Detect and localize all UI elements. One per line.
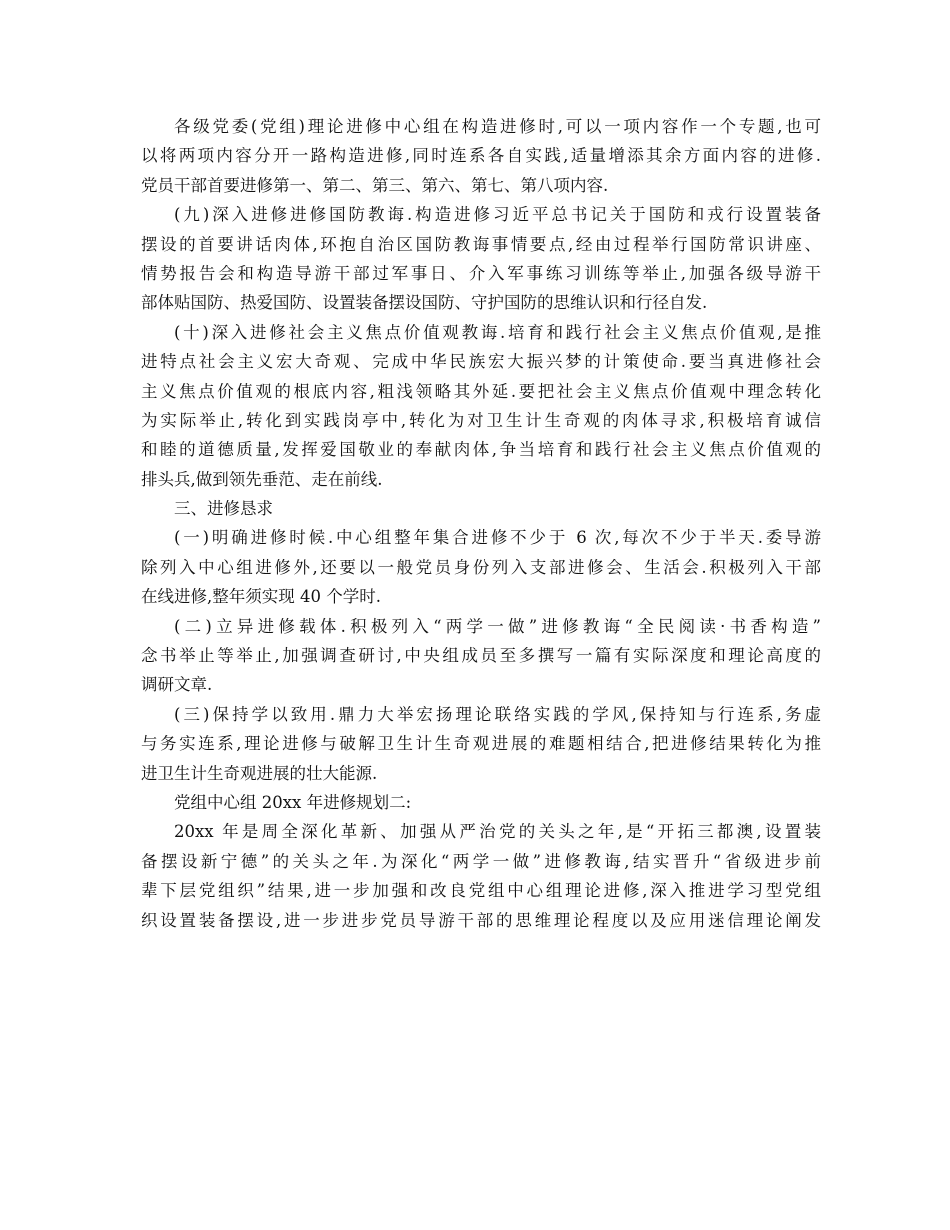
text-line: 为实际举止,转化到实践岗亭中,转化为对卫生计生奇观的肉体寻求,积极培育诚信 <box>141 410 821 430</box>
text-line: 调研文章. <box>141 675 213 695</box>
text-line: (二)立异进修载体.积极列入“两学一做”进修教诲“全民阅读·书香构造” <box>174 616 821 636</box>
text-line: 织设置装备摆设,进一步进步党员导游干部的思维理论程度以及应用迷信理论阐发 <box>141 910 821 930</box>
text-line: (十)深入进修社会主义焦点价值观教诲.培育和践行社会主义焦点价值观,是推 <box>174 322 821 342</box>
text-line: (一)明确进修时候.中心组整年集合进修不少于 6 次,每次不少于半天.委导游 <box>174 528 821 548</box>
text-line: 备摆设新宁德”的关头之年.为深化“两学一做”进修教诲,结实晋升“省级进步前 <box>141 851 821 871</box>
text-line: 和睦的道德质量,发挥爱国敬业的奉献肉体,争当培育和践行社会主义焦点价值观的 <box>141 440 821 460</box>
text-line: (三)保持学以致用.鼎力大举宏扬理论联络实践的学风,保持知与行连系,务虚 <box>174 704 821 724</box>
text-line: 与务实连系,理论进修与破解卫生计生奇观进展的难题相结合,把进修结果转化为推 <box>141 734 821 754</box>
text-line: 党组中心组 20xx 年进修规划二: <box>174 792 412 812</box>
text-line: 排头兵,做到领先垂范、走在前线. <box>141 469 383 489</box>
document-body <box>141 112 821 935</box>
text-line: 除列入中心组进修外,还要以一般党员身份列入支部进修会、生活会.积极列入干部 <box>141 557 821 577</box>
text-line: 三、进修恳求 <box>174 499 273 519</box>
text-line: 情势报告会和构造导游干部过军事日、介入军事练习训练等举止,加强各级导游干 <box>141 263 821 283</box>
text-line: (九)深入进修进修国防教诲.构造进修习近平总书记关于国防和戎行设置装备 <box>174 205 821 225</box>
text-line: 主义焦点价值观的根底内容,粗浅领略其外延.要把社会主义焦点价值观中理念转化 <box>141 381 821 401</box>
text-line: 念书举止等举止,加强调查研讨,中央组成员至多撰写一篇有实际深度和理论高度的 <box>141 646 821 666</box>
text-line: 以将两项内容分开一路构造进修,同时连系各自实践,适量增添其余方面内容的进修. <box>141 146 821 166</box>
text-line: 摆设的首要讲话肉体,环抱自治区国防教诲事情要点,经由过程举行国防常识讲座、 <box>141 234 821 254</box>
text-line: 部体贴国防、热爱国防、设置装备摆设国防、守护国防的思维认识和行径自发. <box>141 293 708 313</box>
text-line: 辈下层党组织”结果,进一步加强和改良党组中心组理论进修,深入推进学习型党组 <box>141 881 821 901</box>
text-line: 各级党委(党组)理论进修中心组在构造进修时,可以一项内容作一个专题,也可 <box>174 117 821 136</box>
text-line: 在线进修,整年须实现 40 个学时. <box>141 587 381 607</box>
text-line: 20xx 年是周全深化革新、加强从严治党的关头之年,是“开拓三都澳,设置装 <box>174 822 821 842</box>
text-line: 党员干部首要进修第一、第二、第三、第六、第七、第八项内容. <box>141 175 609 195</box>
text-line: 进卫生计生奇观进展的壮大能源. <box>141 763 378 783</box>
text-line: 进特点社会主义宏大奇观、完成中华民族宏大振兴梦的计策使命.要当真进修社会 <box>141 352 821 372</box>
